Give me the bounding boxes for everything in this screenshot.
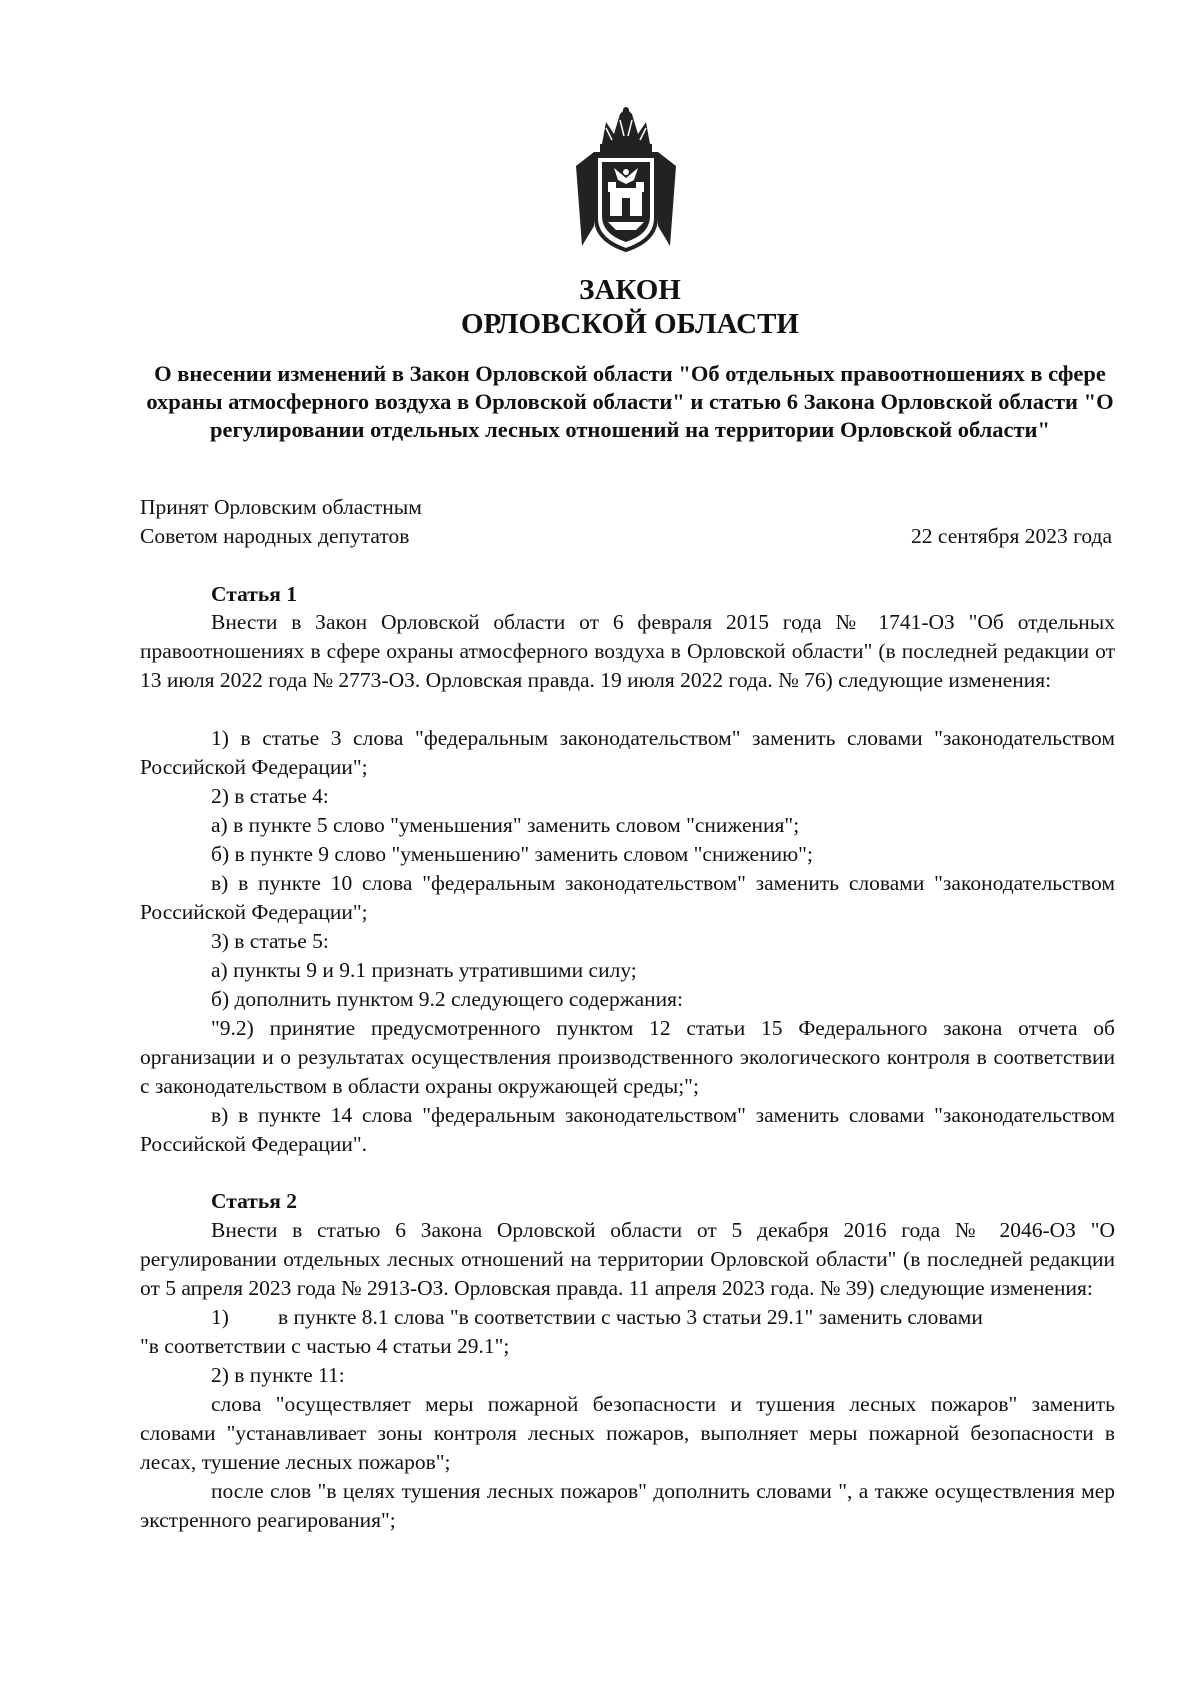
adoption-date: 22 сентября 2023 года (911, 524, 1112, 548)
adoption-info (140, 493, 422, 551)
article2-intro: Внести в статью 6 Закона Орловской области от 5 декабря 2016 года № 2046-ОЗ "О регулировании отдельных лесных отношений на территории Орловской области" (в последней редакции от 5 апреля 2023 года № 2913-ОЗ. Орловская правда. 11 апреля 2023 года. № 39) следующие изменения: (140, 1218, 1115, 1300)
article1-item2: 2) в статье 4: (211, 784, 329, 808)
article2-item2-paragraph2: после слов "в целях тушения лесных пожаров" дополнить словами ", а также осуществления мер экстренного реагирования"; (140, 1479, 1115, 1532)
article2-heading: Статья 2 (211, 1189, 297, 1213)
article2-item1-number: 1) (211, 1305, 229, 1329)
article1-intro: Внести в Закон Орловской области от 6 февраля 2015 года № 1741-ОЗ "Об отдельных правоотношениях в сфере охраны атмосферного воздуха в Орловской области" (в последней редакции от 13 июля 2022 года № 2773-ОЗ. Орловская правда. 19 июля 2022 года. № 76) следующие изменения: (140, 610, 1115, 692)
coat-of-arms-emblem (572, 106, 680, 254)
law-title-line2: ОРЛОВСКОЙ ОБЛАСТИ (460, 308, 799, 340)
article2-item1-text: в пункте 8.1 слова "в соответствии с частью 3 статьи 29.1" заменить словами (278, 1305, 983, 1329)
article2-item1-continuation: "в соответствии с частью 4 статьи 29.1"; (140, 1334, 510, 1358)
article1-item3a: а) пункты 9 и 9.1 признать утратившими силу; (211, 958, 637, 982)
article1-item2b: б) в пункте 9 слово "уменьшению" заменить словом "снижению"; (211, 842, 813, 866)
law-title-line1: ЗАКОН (579, 274, 681, 306)
article1-item2a: а) в пункте 5 слово "уменьшения" заменить словом "снижения"; (211, 813, 800, 837)
article1-item3b-text: "9.2) принятие предусмотренного пунктом 12 статьи 15 Федерального закона отчета об организации и о результатах осуществления производственного экологического контроля в соответствии с законодательством в области охраны окружающей среды;"; (140, 1016, 1115, 1098)
adoption-line1: Принят Орловским областным (140, 495, 422, 519)
article1-item3b: б) дополнить пунктом 9.2 следующего содержания: (211, 987, 684, 1011)
article1-item2c: в) в пункте 10 слова "федеральным законодательством" заменить словами "законодательством Российской Федерации"; (140, 871, 1115, 924)
article1-heading: Статья 1 (211, 582, 297, 606)
article2-item2: 2) в пункте 11: (211, 1363, 345, 1387)
adoption-line2: Советом народных депутатов (140, 524, 410, 548)
article2-item2-paragraph1: слова "осуществляет меры пожарной безопасности и тушения лесных пожаров" заменить словами "устанавливает зоны контроля лесных пожаров, выполняет меры пожарной безопасности в лесах, тушение лесных пожаров"; (140, 1392, 1115, 1474)
article1-item1: 1) в статье 3 слова "федеральным законодательством" заменить словами "законодательством Российской Федерации"; (140, 726, 1115, 779)
article1-item3c: в) в пункте 14 слова "федеральным законодательством" заменить словами "законодательством Российской Федерации". (140, 1103, 1115, 1156)
article2-item1 (140, 1303, 1115, 1332)
article1-item3: 3) в статье 5: (211, 929, 329, 953)
law-subject: О внесении изменений в Закон Орловской области "Об отдельных правоотношениях в сфере охраны атмосферного воздуха в Орловской области" и статью 6 Закона Орловской области "О регулировании отдельных лесных отношений на территории Орловской области" (146, 361, 1114, 442)
